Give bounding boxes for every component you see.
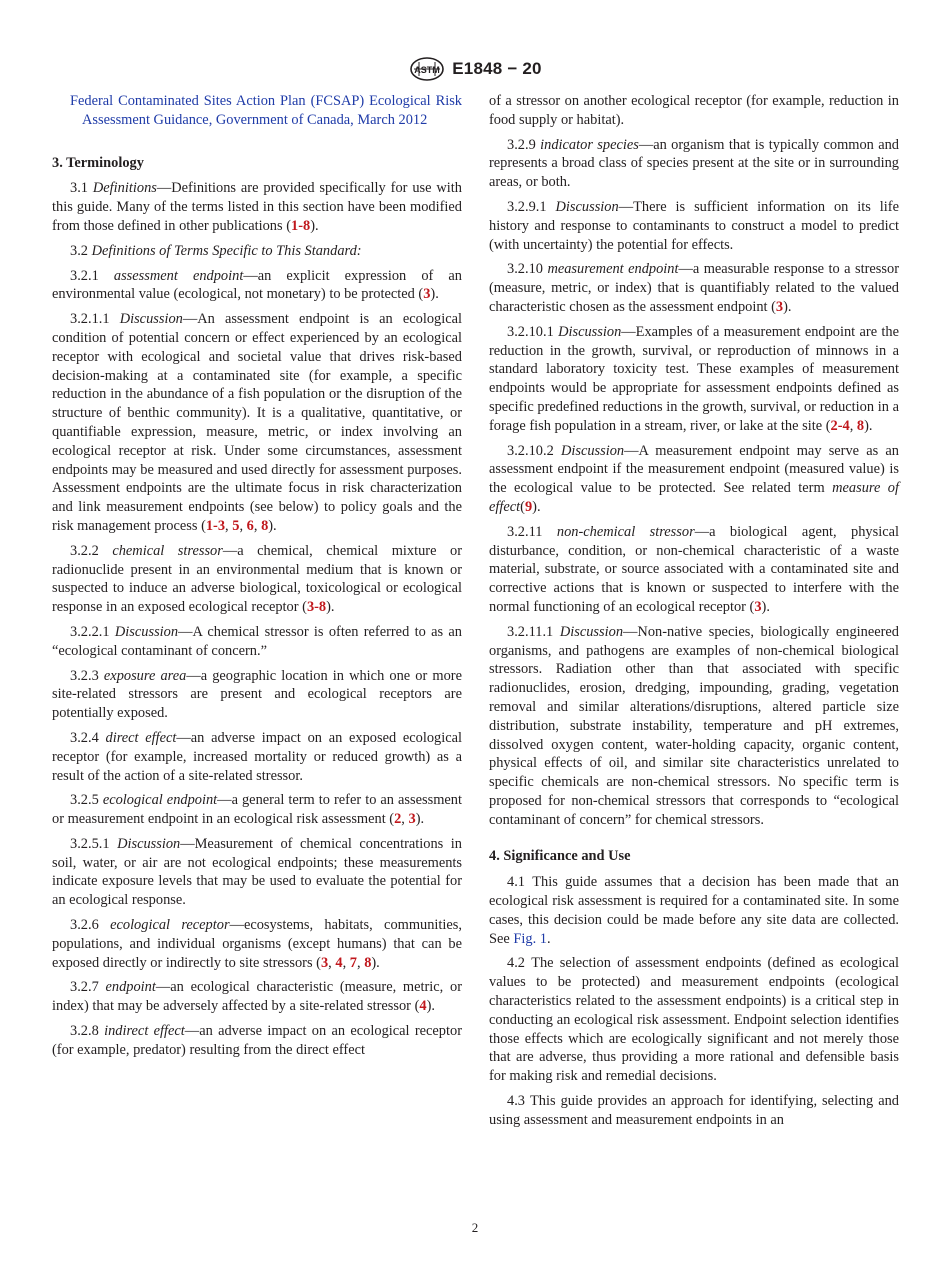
citation-link[interactable]: 5 [232, 517, 240, 534]
para-3-2-9-1: 3.2.9.1 Discussion—There is sufficient information on its life history and response to contaminants to construct a model to predict (with uncertainty) the potential for effects. [489, 198, 899, 253]
citation-link[interactable]: 3 [775, 298, 784, 315]
para-3-2-7: 3.2.7 endpoint—an ecological characteristic (measure, metric, or index) that may be adversely affected by a site-related stressor (4). [52, 979, 462, 1015]
citation-link[interactable]: 4 [419, 998, 427, 1015]
section-heading-terminology: 3. Terminology [52, 154, 144, 171]
para-3-2-2: 3.2.2 chemical stressor—a chemical, chemical mixture or radionuclide present in an environmental medium that is known or suspected to induce an adverse biological, toxicological or ecological response in an exposed ecological receptor (3-8). [52, 542, 462, 616]
citation-link[interactable]: 9 [524, 498, 533, 515]
reference-entry[interactable]: Federal Contaminated Sites Action Plan (FCSAP) Ecological Risk Assessment Guidance, Government of Canada, March 2012 [70, 93, 462, 128]
para-3-2-2-1: 3.2.2.1 Discussion—A chemical stressor is often referred to as an “ecological contaminant of concern.” [52, 623, 462, 659]
para-4-2: 4.2 The selection of assessment endpoints (defined as ecological values to be protected) and measurement endpoints (ecological characteristics related to the assessment endpoints) is a critical step in conducting an ecological risk assessment. Endpoint selection identifies those effects which are ecologically significant and not merely those that are adverse, thus providing a more rational and defensible basis for making risk and remedial decisions. [489, 955, 899, 1085]
para-3-2-9: 3.2.9 indicator species—an organism that is typically common and represents a broad class of species present at the site or in surrounding areas, or both. [489, 136, 899, 191]
astm-logo-icon [408, 57, 446, 81]
citation-link[interactable]: 8 [261, 517, 269, 534]
para-3-2-11-1: 3.2.11.1 Discussion—Non-native species, biologically engineered organisms, and pathogens are examples of non-chemical biological stressors. Radiation other than that associated with specific radionuclides, erosion, dredging, impounding, grading, vegetation removal and similar alterations/disruptions, altered particle size distribution, substrate instability, temperature and pH extremes, dissolved oxygen content, water-holding capacity, organic content, physical effects of oil, and similar site characteristics unrelated to specific chemicals are non-chemical stressors. No specific term is proposed for non-chemical stressors that corresponds to “ecological contaminant of concern” for chemical stressors. [489, 623, 899, 828]
left-column [52, 92, 462, 1066]
page-header [0, 56, 950, 82]
para-3-2-3: 3.2.3 exposure area—a geographic location in which one or more site-related stressors are present and ecological receptors are potentially exposed. [52, 667, 462, 722]
citation-link[interactable]: 7 [349, 954, 357, 971]
section-heading-significance: 4. Significance and Use [489, 848, 631, 865]
citation-link[interactable]: 3 [320, 954, 329, 971]
page-number: 2 [471, 1220, 479, 1235]
para-3-2-10: 3.2.10 measurement endpoint—a measurable response to a stressor (measure, metric, or index) that is quantifiably related to the valued characteristic chosen as the assessment endpoint (3). [489, 261, 899, 315]
para-4-1: 4.1 This guide assumes that a decision has been made that an ecological risk assessment is required for a contaminated site. In some cases, this decision could be made before any site data are collected. See Fig. 1. [489, 874, 899, 947]
figure-link[interactable]: Fig. 1 [513, 930, 547, 947]
para-3-2-5: 3.2.5 ecological endpoint—a general term to refer to an assessment or measurement endpoint in an ecological risk assessment (2, 3). [52, 792, 462, 828]
citation-link[interactable]: 2 [394, 811, 402, 828]
citation-link[interactable]: 3 [423, 286, 431, 303]
para-3-2-6: 3.2.6 ecological receptor—ecosystems, habitats, communities, populations, and individual organisms (except humans) that can be exposed directly or indirectly to site stressors (3, 4, 7, 8). [52, 917, 462, 971]
citation-link[interactable]: 8 [856, 417, 865, 434]
para-3-2-1: 3.2.1 assessment endpoint—an explicit expression of an environmental value (ecological, not monetary) to be protected (3). [52, 267, 462, 303]
standard-designation: E1848 − 20 [452, 59, 542, 78]
citation-link[interactable]: 1-8 [291, 217, 311, 234]
para-3-2-11: 3.2.11 non-chemical stressor—a biological agent, physical disturbance, condition, or non-chemical characteristic of a waste material, substrate, or source associated with a contaminated site and corrective actions that is known or suspected to interfere with the normal functioning of an ecological receptor (3). [489, 523, 899, 615]
citation-link[interactable]: 6 [246, 517, 254, 534]
para-3-2-8: 3.2.8 indirect effect—an adverse impact on an ecological receptor (for example, predator) resulting from the direct effect [52, 1023, 462, 1058]
citation-link[interactable]: 3-8 [306, 599, 327, 616]
citation-link[interactable]: 4 [335, 954, 343, 971]
para-3-2: 3.2 Definitions of Terms Specific to This Standard: [70, 242, 362, 259]
logo-text: ASTM [414, 65, 441, 75]
citation-link[interactable]: 8 [364, 954, 372, 971]
para-3-2-10-2: 3.2.10.2 Discussion—A measurement endpoint may serve as an assessment endpoint if the measurement endpoint (measured value) is the ecological value to be protected. See related term measure of effect(9). [489, 442, 899, 515]
para-3-2-1-1: 3.2.1.1 Discussion—An assessment endpoint is an ecological condition of potential concern or effect experienced by an ecological receptor with ecological and societal value that drives risk-based decision-making at a contaminated site (for example, a specific reduction in the abundance of a fish population or the disruption of the structure of benthic community). It is a qualitative, quantitative, or quantifiable expression, measure, metric, or index involving an ecological receptor at risk. Under some circumstances, assessment endpoints may be measured and used directly for assessment purposes. Assessment endpoints are the ultimate focus in risk characterization and link measurement endpoints (see below) to policy goals and the risk management process (1-3, 5, 6, 8). [52, 311, 462, 534]
para-3-2-4: 3.2.4 direct effect—an adverse impact on an exposed ecological receptor (for example, increased mortality or reduced growth) as a result of the action of a site-related stressor. [52, 729, 462, 784]
citation-link[interactable]: 3 [408, 811, 416, 828]
citation-link[interactable]: 2-4 [830, 417, 850, 434]
para-3-2-5-1: 3.2.5.1 Discussion—Measurement of chemical concentrations in soil, water, or air are not ecological endpoints; these measurements indicate exposure levels that may be used to evaluate the potential for an ecological response. [52, 835, 462, 909]
para-3-2-8-continued: of a stressor on another ecological receptor (for example, reduction in food supply or habitat). [489, 93, 899, 128]
para-4-3: 4.3 This guide provides an approach for identifying, selecting and using assessment and measurement endpoints in an [489, 1093, 899, 1128]
citation-link[interactable]: 3 [754, 598, 762, 615]
para-3-2-10-1: 3.2.10.1 Discussion—Examples of a measurement endpoint are the reduction in the growth, survival, or reproduction of minnows in a standard laboratory toxicity test. These examples of measurement endpoints would be appropriate for assessment endpoints defined as specific predefined reductions in the growth, survival, or reduction in a forage fish population in a stream, river, or lake at the site (2-4, 8). [489, 323, 899, 434]
citation-link[interactable]: 1-3 [205, 517, 226, 534]
para-3-1: 3.1 Definitions—Definitions are provided specifically for use with this guide. Many of the terms listed in this section have been modified from those defined in other publications (1-8). [52, 180, 462, 234]
right-column [489, 92, 899, 1136]
